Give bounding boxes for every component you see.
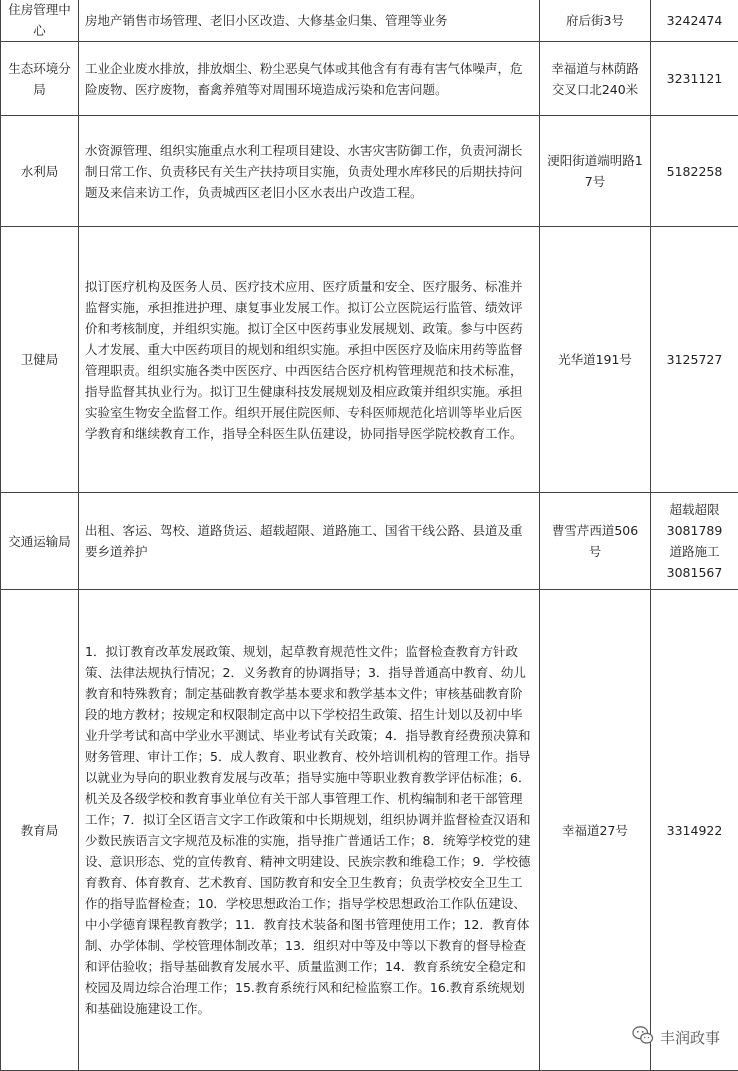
- department-address: 浭阳街道端明路17号: [540, 116, 651, 227]
- department-address: 幸福道27号: [540, 590, 651, 1071]
- department-address: 幸福道与林荫路交叉口北240米: [540, 42, 651, 116]
- department-name: 水利局: [1, 116, 79, 227]
- department-phone: [651, 493, 738, 590]
- department-name: 住房管理中心: [1, 0, 79, 42]
- department-phone: 3314922: [651, 590, 738, 1071]
- table-row: [1, 116, 738, 227]
- department-duties: 拟订医疗机构及医务人员、医疗技术应用、医疗质量和安全、医疗服务、标准并监督实施，承担推进护理、康复事业发展工作。拟订公立医院运行监管、绩效评价和考核制度，并组织实施。拟订全区中医药事业发展规划、政策。参与中医药人才发展、重大中医药项目的规划和组织实施。承担中医医疗及临床用药等监督管理职责。组织实施各类中医医疗、中西医结合医疗机构管理规范和技术标准，指导监督其执业行为。拟订卫生健康科技发展规划及相应政策并组织实施。承担实验室生物安全监督工作。组织开展住院医师、专科医师规范化培训等毕业后医学教育和继续教育工作，指导全科医生队伍建设，协同指导医学院校教育工作。: [79, 227, 540, 493]
- department-address: 府后街3号: [540, 0, 651, 42]
- department-phone: 5182258: [651, 116, 738, 227]
- table-row: [1, 0, 738, 42]
- department-duties: 1．拟订教育改革发展政策、规划，起草教育规范性文件；监督检查教育方针政策、法律法规执行情况；2．义务教育的协调指导；3．指导普通高中教育、幼儿教育和特殊教育；制定基础教育教学基本要求和教学基本文件；审核基础教育阶段的地方教材；按规定和权限制定高中以下学校招生政策、招生计划以及初中毕业升学考试和高中学业水平测试、毕业考试有关政策；4．指导教育经费预决算和财务管理、审计工作；5．成人教育、职业教育、校外培训机构的管理工作。指导以就业为导向的职业教育发展与改革；指导实施中等职业教育教学评估标准；6．机关及各级学校和教育事业单位有关干部人事管理工作、机构编制和老干部管理工作；7．拟订全区语言文字工作政策和中长期规划，组织协调并监督检查汉语和少数民族语言文字规范及标准的实施，指导推广普通话工作；8．统筹学校党的建设、意识形态、党的宣传教育、精神文明建设、民族宗教和维稳工作；9．学校德育教育、体育教育、艺术教育、国防教育和安全卫生教育；负责学校安全卫生工作的指导监督检查；10．学校思想政治工作；指导学校思想政治工作队伍建设、中小学德育课程教育教学；11．教育技术装备和图书管理使用工作；12．教育体制、办学体制、学校管理体制改革；13．组织对中等及中等以下教育的督导检查和评估验收；指导基础教育发展水平、质量监测工作；14．教育系统安全稳定和校园及周边综合治理工作；15.教育系统行风和纪检监察工作。16.教育系统规划和基础设施建设工作。: [79, 590, 540, 1071]
- phone-label: 超载超限: [657, 499, 732, 520]
- department-phone: 3125727: [651, 227, 738, 493]
- department-duties: 工业企业废水排放，排放烟尘、粉尘恶臭气体或其他含有有毒有害气体噪声，危险废物、医疗废物，畜禽养殖等对周围环境造成污染和危害问题。: [79, 42, 540, 116]
- phone-label: 道路施工: [657, 541, 732, 562]
- department-duties: 房地产销售市场管理、老旧小区改造、大修基金归集、管理等业务: [79, 0, 540, 42]
- watermark-text: 丰润政事: [660, 1027, 720, 1048]
- department-name: 教育局: [1, 590, 79, 1071]
- department-name: 卫健局: [1, 227, 79, 493]
- phone-number: 3081789: [657, 520, 732, 541]
- department-phone: 3242474: [651, 0, 738, 42]
- department-name: 交通运输局: [1, 493, 79, 590]
- department-duties: 出租、客运、驾校、道路货运、超载超限、道路施工、国省干线公路、县道及重要乡道养护: [79, 493, 540, 590]
- table-row: [1, 227, 738, 493]
- wechat-icon: [632, 1025, 654, 1049]
- department-name: 生态环境分局: [1, 42, 79, 116]
- department-address: 光华道191号: [540, 227, 651, 493]
- department-phone: 3231121: [651, 42, 738, 116]
- table-row: [1, 42, 738, 116]
- phone-number: 3081567: [657, 562, 732, 583]
- table-row: [1, 590, 738, 1071]
- table-row: [1, 493, 738, 590]
- department-address: 曹雪芹西道506号: [540, 493, 651, 590]
- watermark: [632, 1025, 720, 1049]
- department-duties: 水资源管理、组织实施重点水利工程项目建设、水害灾害防御工作，负责河湖长制日常工作、负责移民有关生产扶持项目实施，负责处理水库移民的后期扶持问题及来信来访工作，负责城西区老旧小区水表出户改造工程。: [79, 116, 540, 227]
